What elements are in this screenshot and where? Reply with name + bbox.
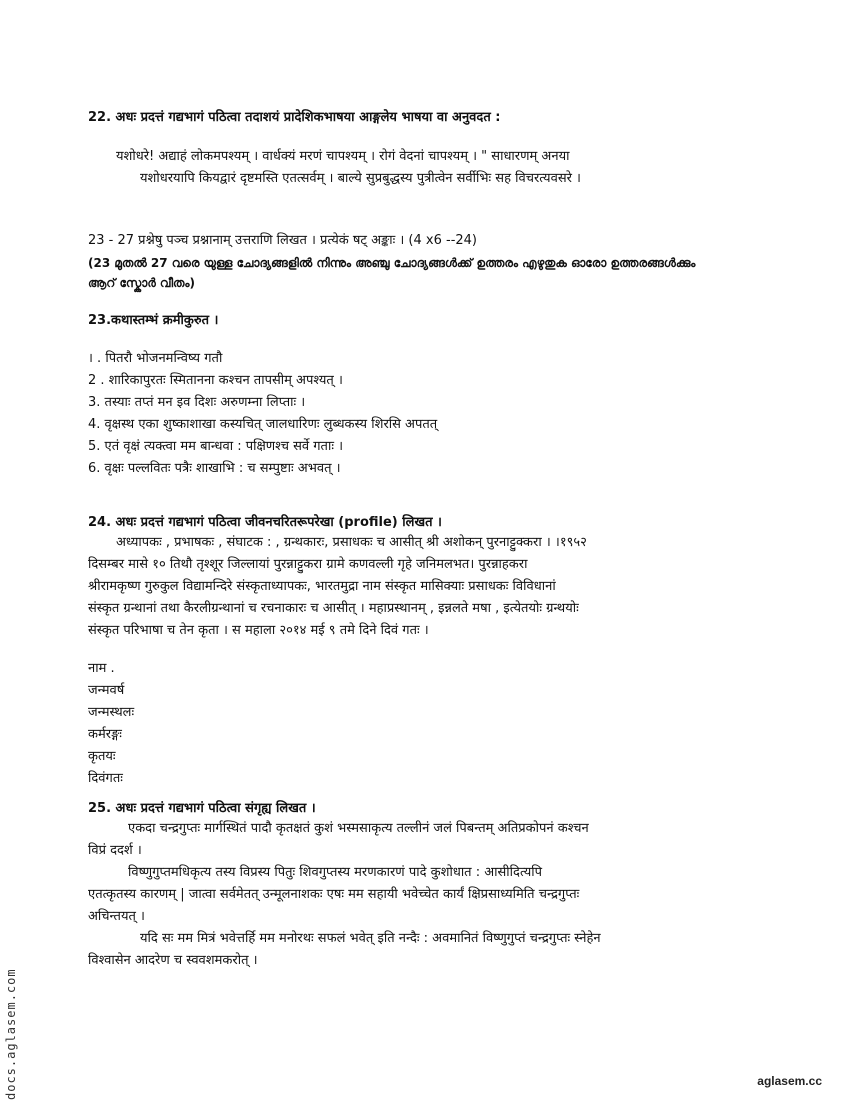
question-25-para-line: एकदा चन्द्रगुप्तः मार्गस्थितं पादौ कृतक्षतं कुशं भस्मसाकृत्य तल्लीनं जलं पिबन्तम् अतिप्रकोपनं कश्चन — [128, 821, 589, 836]
question-22-line-1: यशोधरे! अद्याहं लोकमपश्यम् । वार्धक्यं मरणं चापश्यम् । रोगं वेदनां चापश्यम् । " साधारणम् अनया — [116, 149, 570, 164]
question-22-line-2: यशोधरयापि कियद्वारं दृष्टमस्ति एतत्सर्वम् । बाल्ये सुप्रबुद्धस्य पुत्रीत्वेन सर्वीभिः सह विचरत्यवसरे । — [140, 171, 581, 186]
list-item: । . पितरौ भोजनमन्विष्य गतौ — [88, 351, 223, 366]
profile-field-death: दिवंगतः — [88, 771, 123, 786]
question-25-para-line: अचिन्तयत् । — [88, 909, 145, 924]
question-25-para-line: विप्रं ददर्श । — [88, 843, 142, 858]
question-25-para-line: विश्वासेन आदरेण च स्ववशमकरोत् । — [88, 953, 258, 968]
list-item: 6. वृक्षः पल्लवितः पत्रैः शाखाभि : च सम्पुष्टाः अभवत् । — [88, 461, 341, 476]
question-23-title: 23.कथास्तम्भं क्रमीकुरुत । — [88, 313, 219, 328]
question-24-title: 24. अधः प्रदत्तं गद्यभागं पठित्वा जीवनचरितरूपरेखा (profile) लिखत । — [88, 515, 442, 530]
list-item: 2 . शारिकापुरतः स्मितानना कश्चन तापसीम् अपश्यत् । — [88, 373, 343, 388]
list-item: 4. वृक्षस्थ एका शुष्काशाखा कस्यचित् जालधारिणः लुब्धकस्य शिरसि अपतत् — [88, 417, 438, 432]
list-item: 3. तस्याः तप्तं मन इव दिशः अरुणम्ना लिप्ताः । — [88, 395, 306, 410]
profile-field-works: कृतयः — [88, 749, 116, 764]
profile-field-work-area: कर्मरङ्गः — [88, 727, 122, 742]
profile-field-name: नाम . — [88, 661, 115, 676]
profile-field-birth-place: जन्मस्थलः — [88, 705, 135, 720]
question-24-para-line: संस्कृत परिभाषा च तेन कृता । स महाला २०१४ मई ९ तमे दिने दिवं गतः । — [88, 623, 429, 638]
question-25-para-line: एतत्कृतस्य कारणम् | जात्वा सर्वमेतत् उन्मूलनाशकः एषः मम सहायी भवेच्चेत कार्यं क्षिप्रसाध्यमिति चन्द्रगुप्तः — [88, 887, 580, 902]
question-25-title: 25. अधः प्रदत्तं गद्यभागं पठित्वा संगृह्य लिखत । — [88, 801, 316, 816]
profile-field-birth-year: जन्मवर्ष — [88, 683, 125, 698]
brand-footer: aglasem.cc — [757, 1074, 822, 1088]
section-heading: 23 - 27 प्रश्नेषु पञ्च प्रश्नानाम् उत्तराणि लिखत । प्रत्येकं षट् अङ्काः । (4 x6 --24) — [88, 233, 477, 248]
question-25-para-line: विष्णुगुप्तमधिकृत्य तस्य विप्रस्य पितुः शिवगुप्तस्य मरणकारणं पादे कुशोधात : आसीदित्यपि — [128, 865, 543, 880]
question-24-para-line: दिसम्बर मासे १० तिथौ तृश्शूर जिल्लायां पुरन्नाट्टुकरा ग्रामे कणवल्ली गृहे जनिमलभत। पुरन्नाहकरा — [88, 557, 528, 572]
side-watermark: docs.aglasem.com — [4, 968, 18, 1100]
question-22-title: 22. अधः प्रदत्तं गद्यभागं पठित्वा तदाशयं प्रादेशिकभाषया आङ्गलेय भाषया वा अनुवदत : — [88, 110, 501, 125]
section-malayalam-line-1: (23 മുതൽ 27 വരെ യുള്ള ചോദ്യങ്ങളിൽ നിന്നും അഞ്ചു ചോദ്യങ്ങൾക്ക് ഉത്തരം എഴുതുക ഓരോ ഉത്തരങ്ങൾക്കും — [88, 256, 696, 270]
question-24-para-line: अध्यापकः , प्रभाषकः , संघाटक : , ग्रन्थकारः, प्रसाधकः च आसीत् श्री अशोकन् पुरनाट्टुक्करा । ।१९५२ — [116, 535, 587, 550]
question-24-para-line: संस्कृत ग्रन्थानां तथा कैरलीग्रन्थानां च रचनाकारः च आसीत् । महाप्रस्थानम् , इन्नलते मषा , इत्येतयोः ग्रन्थयोः — [88, 601, 579, 616]
question-25-para-line: यदि सः मम मित्रं भवेत्तर्हि मम मनोरथः सफलं भवेत् इति नन्दैः : अवमानितं विष्णुगुप्तं चन्द्रगुप्तः स्नेहेन — [140, 931, 601, 946]
list-item: 5. एतं वृक्षं त्यक्त्वा मम बान्धवा : पक्षिणश्च सर्वे गताः । — [88, 439, 344, 454]
question-24-para-line: श्रीरामकृष्ण गुरुकुल विद्यामन्दिरे संस्कृताध्यापकः, भारतमुद्रा नाम संस्कृत मासिक्याः प्रसाधकः विविधानां — [88, 579, 556, 594]
section-malayalam-line-2: ആറ് സ്കോർ വീതം) — [88, 276, 196, 290]
